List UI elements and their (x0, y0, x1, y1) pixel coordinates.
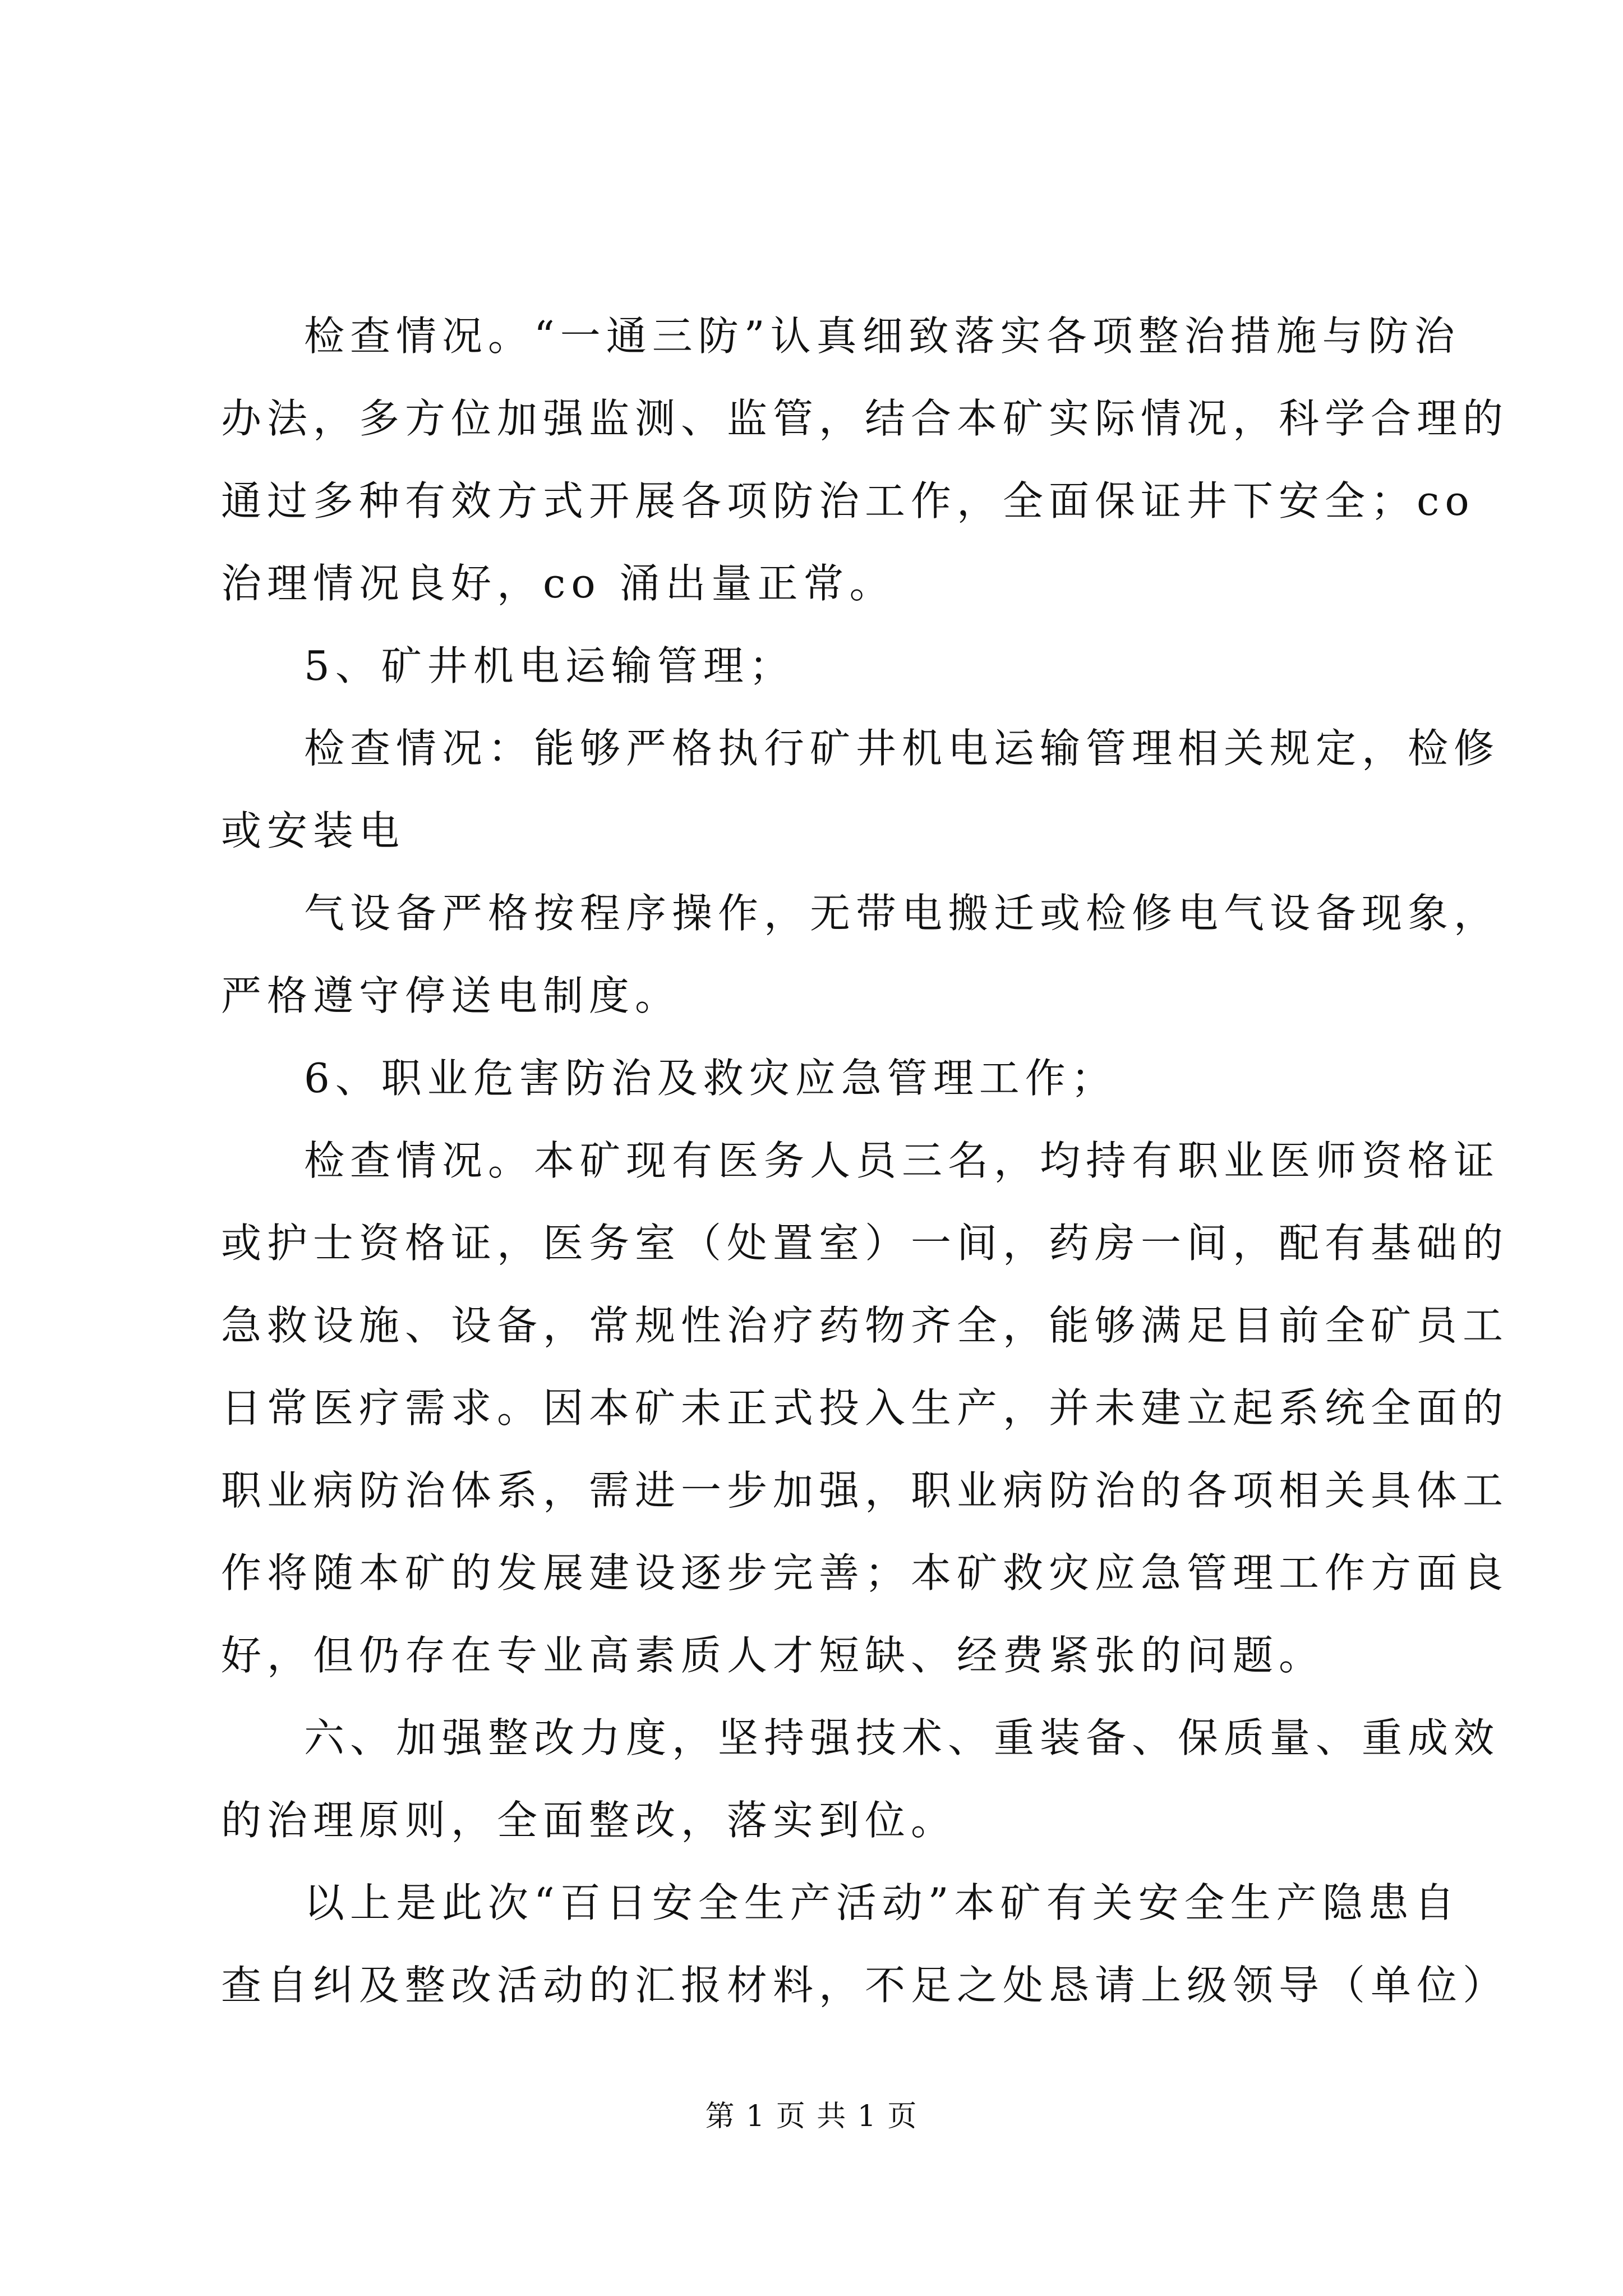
text-line: 5、矿井机电运输管理； (304, 642, 795, 689)
text-line: 职业病防治体系，需进一步加强，职业病防治的各项相关具体工 (221, 1467, 1509, 1514)
page-number-footer: 第 1 页 共 1 页 (705, 2100, 918, 2133)
text-line: 或护士资格证，医务室（处置室）一间，药房一间，配有基础的 (221, 1220, 1509, 1267)
text-line: 以上是此次“百日安全生产活动”本矿有关安全生产隐患自 (304, 1879, 1460, 1926)
text-line: 日常医疗需求。因本矿未正式投入生产，并未建立起系统全面的 (221, 1384, 1509, 1432)
text-line: 办法，多方位加强监测、监管，结合本矿实际情况，科学合理的 (221, 395, 1509, 442)
text-line: 治理情况良好，co 涌出量正常。 (221, 560, 896, 607)
text-line: 六、加强整改力度，坚持强技术、重装备、保质量、重成效 (304, 1714, 1500, 1761)
text-line: 查自纠及整改活动的汇报材料，不足之处恳请上级领导（单位） (221, 1962, 1509, 2009)
text-line: 作将随本矿的发展建设逐步完善；本矿救灾应急管理工作方面良 (221, 1549, 1509, 1596)
text-line: 6、职业危害防治及救灾应急管理工作； (304, 1055, 1117, 1102)
text-line: 检查情况：能够严格执行矿井机电运输管理相关规定，检修 (304, 725, 1500, 772)
text-line: 通过多种有效方式开展各项防治工作，全面保证井下安全；co (221, 477, 1475, 524)
text-line: 或安装电 (221, 807, 405, 854)
text-line: 检查情况。“一通三防”认真细致落实各项整治措施与防治 (304, 312, 1460, 360)
text-line: 好，但仍存在专业高素质人才短缺、经费紧张的问题。 (221, 1632, 1325, 1679)
text-line: 气设备严格按程序操作，无带电搬迁或检修电气设备现象， (304, 890, 1500, 937)
text-line: 严格遵守停送电制度。 (221, 972, 681, 1019)
text-line: 检查情况。本矿现有医务人员三名，均持有职业医师资格证 (304, 1137, 1500, 1184)
text-line: 急救设施、设备，常规性治疗药物齐全，能够满足目前全矿员工 (221, 1302, 1509, 1349)
text-line: 的治理原则，全面整改，落实到位。 (221, 1797, 957, 1844)
